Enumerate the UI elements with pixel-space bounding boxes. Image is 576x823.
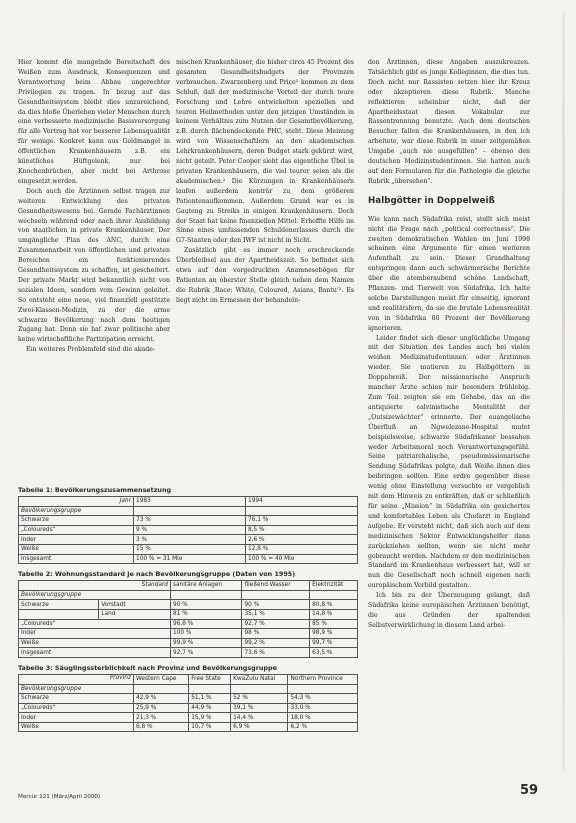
table-row	[19, 506, 358, 516]
table-header-cell: Western Cape	[134, 674, 189, 684]
table-cell: 100 % = 40 Mio	[246, 554, 358, 564]
table-row	[19, 684, 358, 694]
table-cell	[242, 590, 310, 600]
table-header-cell: 1983	[134, 497, 246, 507]
table-row	[19, 703, 358, 713]
table-cell: 99,7 %	[310, 638, 358, 648]
table-cell: 54,3 %	[288, 694, 358, 704]
table-cell: Vorstadt	[99, 600, 171, 610]
table-cell: 21,3 %	[134, 713, 189, 723]
paragraph: Ich bin zu der Überzeugung gelangt, daß Südafrika keine europäischen Ärztinnen benötigt, die aus Gründen der spaltenden Selbstverwirklichung in diesem Land arbei-	[368, 592, 530, 629]
table-row	[19, 590, 358, 600]
table-cell	[189, 684, 231, 694]
table-cell: 80,8 %	[310, 600, 358, 610]
table-header-cell: 1994	[246, 497, 358, 507]
table-cell: 96,8 %	[171, 619, 242, 629]
table-header-cell: KwaZulu Natal	[231, 674, 288, 684]
table-row	[19, 648, 358, 658]
page-number: 59	[520, 783, 539, 798]
table-cell: 35,1 %	[242, 609, 310, 619]
table-row	[19, 516, 358, 526]
table-cell: 12,8 %	[246, 544, 358, 554]
table-cell: 14,4 %	[231, 713, 288, 723]
table-header-row	[19, 581, 358, 591]
table-cell: 6,9 %	[231, 722, 288, 732]
table-cell: 98 %	[242, 629, 310, 639]
table-cell	[134, 506, 246, 516]
table-cell: Bevölkerungsgruppe	[19, 590, 171, 600]
table-cell	[231, 684, 288, 694]
table-cell: 100 % = 31 Mio	[134, 554, 246, 564]
table-cell: 15 %	[134, 544, 246, 554]
table-cell: Schwarze	[19, 600, 99, 610]
table-cell: 85 %	[310, 619, 358, 629]
table-cell: 3 %	[134, 535, 246, 545]
infant-mortality-table	[18, 674, 358, 733]
table-cell	[310, 590, 358, 600]
table-cell: „Coloureds“	[19, 525, 134, 535]
table-row	[19, 609, 358, 619]
table-row	[19, 713, 358, 723]
table-row	[19, 722, 358, 732]
table-cell: Weiße	[19, 544, 134, 554]
table-header-cell: Standard	[19, 581, 171, 591]
paragraph: den Ärztinnen, diese Angaben auszukreuzen. Tatsächlich gibt es junge Kolleginnen, die dies tun. Doch nicht nur Rassisten setzen hier ihr Kreuz oder akzeptieren diese Rubrik. Manche reflektieren scheinbar nicht, daß der Apartheidsstaat diesen Vokabular zur Rassentrennung benutzte. Auch dem deutschen Besucher fallen die Krankenhäusern, in den ich arbeitete, war diese Rubrik in einer zeitgemäßen Umgabe „auch nie ausgefüllen“ – ebenso den deutschen Medizinstudentinnen. Sie hatten auch auf den Formularen für die Pathologie die gleiche Rubrik „übersehen“.	[368, 59, 530, 185]
table-cell: 18,0 %	[288, 713, 358, 723]
table-cell: 98,9 %	[310, 629, 358, 639]
table-cell: 99,2 %	[242, 638, 310, 648]
table-cell: 52 %	[231, 694, 288, 704]
housing-table	[18, 580, 358, 658]
table-cell: 81 %	[171, 609, 242, 619]
table-cell: 25,9 %	[134, 703, 189, 713]
table-cell: Insgesamt	[19, 648, 171, 658]
table-cell: 73 %	[134, 516, 246, 526]
table-cell: 76,1 %	[246, 516, 358, 526]
table-cell: 6,8 %	[134, 722, 189, 732]
table-cell: 73,6 %	[242, 648, 310, 658]
paragraph: Doch auch die Ärztinnen selbst tragen zur weiteren Entwicklung des privaten Gesundheitswesens bei. Gerade Fachärztinnen wechseln während oder nach ihrer Ausbildung von staatlichen in private Krankenhäuser. Der umgängliche Plan des ANC, durch eine Zusammenarbeit von öffentlichen und privaten Bereichen ein funktionierendes Gesundheitssystem zu schaffen, ist gescheitert. Der private Markt wird bekanntlich nicht von sozialen Ideen, sondern vom Gewinn geleitet. So entsteht eine neue, viel finanziell gestützte Zwei-Klassen-Medizin, zu der die arme schwarze Bevölkerung nach dem heutigen Zugang hat. Denn sie hat zwar politische aber keine wirtschaftliche Partizipation erreicht.	[18, 187, 170, 344]
table-cell: 10,7 %	[189, 722, 231, 732]
table-header-cell: Elektrizität	[310, 581, 358, 591]
text-column-middle	[176, 58, 354, 306]
table-row	[19, 525, 358, 535]
table-cell: Land	[99, 609, 171, 619]
text-column-right	[368, 58, 530, 631]
table-row	[19, 600, 358, 610]
table-cell: Weiße	[19, 722, 134, 732]
table-cell: Bevölkerungsgruppe	[19, 684, 134, 694]
table-cell	[19, 609, 99, 619]
table-cell: 6,2 %	[288, 722, 358, 732]
table-cell: Weiße	[19, 638, 171, 648]
table-cell: 33,0 %	[288, 703, 358, 713]
table-cell: „Coloureds“	[19, 703, 134, 713]
table-cell: 92,7 %	[242, 619, 310, 629]
table-cell: 9 %	[134, 525, 246, 535]
table-cell: 51,1 %	[189, 694, 231, 704]
section-heading: Halbgötter in Doppelweiß	[368, 195, 495, 206]
paragraph: Zusätzlich gibt es immer noch erschreckende Überbleibsel aus der Apartheidszeit. So befindet sich etwa auf den vorgedruckten Anamnesebögen für Patienten an oberster Stelle gleich neben dem Namen die Rubrik ‚Race: White, Coloured, Asians, Bantu‘². Es liegt nicht im Ermessen der behandeln-	[176, 247, 354, 304]
table-row	[19, 619, 358, 629]
table-header-cell: Provinz	[19, 674, 134, 684]
table-title: Tabelle 2: Wohnungsstandard je nach Bevölkerungsgruppe (Daten von 1995)	[18, 570, 296, 579]
table-cell: Schwarze	[19, 694, 134, 704]
table-header-cell: Northern Province	[288, 674, 358, 684]
table-cell: Bevölkerungsgruppe	[19, 506, 134, 516]
page-footer: Mercur 121 (März/April 2000)	[18, 794, 101, 800]
table-row	[19, 629, 358, 639]
paragraph: Leider findet sich dieser unglückliche Umgang mit der Situation des Landes auch bei vielen weißen Medizinstudentinnen oder Ärztinnen wieder. Sie mutieren zu Halbgöttern in Doppelweiß. Der missionarische Anspruch mancher Ärzte schien mir besonders frühlebig. Zum Teil zeigten sie ein Gehabe, das an die antiquierte calvinistische Mentalität der „Outsizewächter“ erinnerte. Der euangelische Überfluß an Ngwelezane-Hospital mutet beispielsweise, schwarze Südafrikaner bessahen weder Arbeitsmoral noch Verantwortungsgefühl. Seine patriarchalische, pseudomissionarische Sendung Südafrikas polgte, daß Weiße ihnen dies beibringen sollten. Eine erdre gegenüber diese wenig ohne Einstellung versuchte er vergeblich mit dem Hinweis zu entkräften, daß er schließlich für seine „Mission“ in Südafrika ein gesichertes und komfortables Leben als Chefarzt in England aufgebe. Er versteht nicht, daß sich auch auf dem medizinischen Sektor Entwicklungshelfer dann zurückziehen sollten, wenn sie nicht mehr gebraucht werden. Nachdem er den medizinischen Standard im Krankenhaus verbessert hat, will er nun die Gesellschaft noch schnell eigenen nach europäischem Vorbild gestalten.	[368, 334, 530, 590]
table-row	[19, 554, 358, 564]
table-cell: Insgesamt	[19, 554, 134, 564]
table-header-cell: Free State	[189, 674, 231, 684]
paragraph: Ein weiteres Problemfeld sind die akade-	[26, 346, 155, 354]
table-cell: 44,9 %	[189, 703, 231, 713]
table-header-cell: sanitäre Anlagen	[171, 581, 242, 591]
table-cell	[171, 590, 242, 600]
population-table	[18, 496, 358, 564]
table-header-row	[19, 497, 358, 507]
table-cell: 8,5 %	[246, 525, 358, 535]
table-cell	[246, 506, 358, 516]
table-cell: Inder	[19, 535, 134, 545]
paragraph: Wie kann nach Südafrika reist, stellt sich meist nicht die Frage nach „political correctness“. Die zweiten demokratischen Wahlen im Juni 1998 scheinen eine Argumente für einen weiteren Aufenthalt zu sein. Dieser Grundhaltung entspringen dann auch schwärmerische Berichte über die atemberaubend schöne Landschaft, Pflanzen- und Tierwelt von Südafrika. Ich halte solche Darstellungen meist für einseitig, ignorant und realitätsfern, da sie die brutale Lebensrealität von in Südafrika 80 Prozent der Bevölkerung ignorieren.	[368, 215, 530, 332]
table-cell: 42,9 %	[134, 694, 189, 704]
table-cell: 39,1 %	[231, 703, 288, 713]
paragraph: mischen Krankenhäuser, die bisher circa 45 Prozent des gesamten Gesundheitsbudgets der Provinzen verbrauchen. Zwarzenberg und Price² kommen zu dem Schluß, daß der medizinische Vorteil der durch teure Forschung und Lehre entwickelten speziellen und teuren Heilmethoden unter den jetzigen Umständen in keinem Verhältnis zum Nutzen der Gesamtbevölkerung, z.B. durch flächendeckende PHC, steht. Diese Meinung wird von Wissenschaftlern an den akademischen Lehrkrankenhäusern, deren Budget stark gekürzt wird, nicht geteilt. Peter Cooper sieht das eigentliche Übel in privaten Krankenhäusern, die viel teurer seien als die akademischen.² Die Kürzungen in Krankenhäusern laufen außerdem konträr zu dem größeren Patientenaufkommen. Außerdem Grund war es in Gauteng zu Streiks in einigen Krankenhäusern. Doch der Staat hat keine finanziellen Mittel. Erhoffte Hilfe im Sinne eines umfassenden Schuldenerlasses durch die G7-Staaten oder den IWF ist nicht in Sicht.	[176, 59, 354, 245]
table-cell: Schwarze	[19, 516, 134, 526]
table-cell: 100 %	[171, 629, 242, 639]
table-row	[19, 694, 358, 704]
table-header-cell: fließend Wasser	[242, 581, 310, 591]
table-cell	[288, 684, 358, 694]
page-edge-shadow	[562, 12, 565, 772]
table-cell: 92,7 %	[171, 648, 242, 658]
table-cell: 14,8 %	[310, 609, 358, 619]
table-row	[19, 544, 358, 554]
table-cell	[134, 684, 189, 694]
table-cell: „Coloureds“	[19, 619, 171, 629]
paragraph: Hier kommt die mangelnde Bereitschaft des Weißen zum Ausdruck, Konsequenzen und Verantwortung beim Abbau ungerechter Privilegien zu tragen. In bezug auf das Gesundheitssystem bleibt dies unzureichend, da dies bloße Überleben vieler Menschen durch eine verbesserte medizinische Basisversorgung für alle Vertrag hat vor besserer Lebensqualität für wenige. Konkret kann aus Geldmangel in öffentlichen Krankenhäusern z.B. ein künstliches Hüftgelenk, nur bei Knochenbrüchen, aber nicht bei Arthrose eingesetzt werden.	[18, 59, 170, 185]
table-cell: 90 %	[171, 600, 242, 610]
table-cell: 63,5 %	[310, 648, 358, 658]
table-title: Tabelle 1: Bevölkerungszusammensetzung	[18, 486, 172, 494]
table-row	[19, 638, 358, 648]
table-title: Tabelle 3: Säuglingssterblichkeit nach Provinz und Bevölkerungsgruppe	[18, 663, 277, 672]
text-column-left	[18, 58, 170, 355]
table-cell: 15,9 %	[189, 713, 231, 723]
table-row	[19, 535, 358, 545]
table-cell: 2,6 %	[246, 535, 358, 545]
table-cell: 90 %	[242, 600, 310, 610]
table-cell: Inder	[19, 629, 171, 639]
table-header-cell: Jahr	[19, 497, 134, 507]
tables-block	[18, 480, 358, 732]
table-cell: 99,9 %	[171, 638, 242, 648]
table-cell: Inder	[19, 713, 134, 723]
